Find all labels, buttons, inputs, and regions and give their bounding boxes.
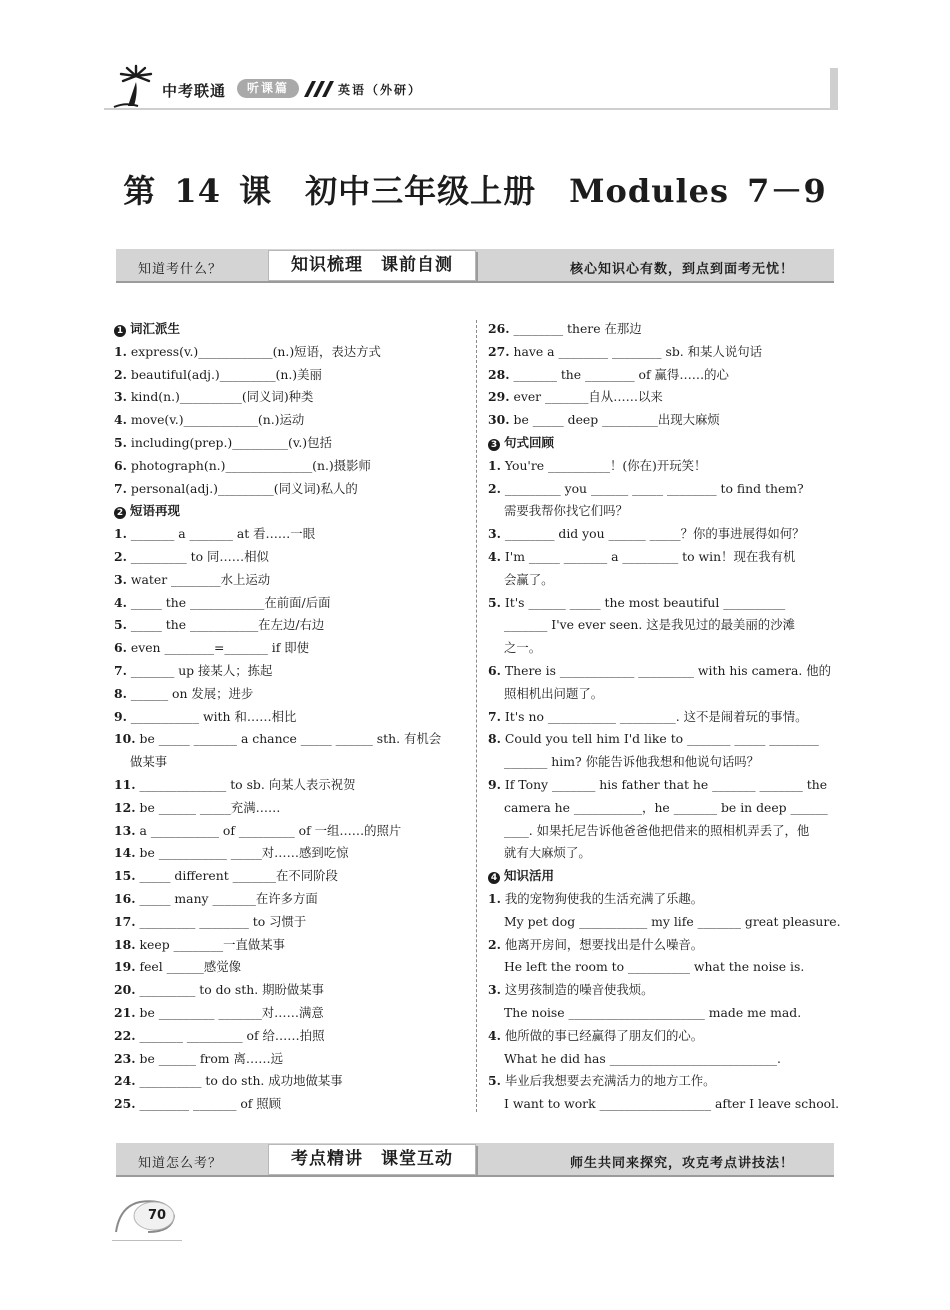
item-text: It's ______ _____ the most beautiful __________ bbox=[504, 594, 786, 610]
item-number: 22. bbox=[114, 1027, 136, 1043]
item-text: beautiful(adj.)_________(n.)美丽 bbox=[130, 366, 322, 382]
item-text: _____ many _______在许多方面 bbox=[139, 890, 318, 906]
item-number: 29. bbox=[488, 389, 510, 405]
item-number: 9. bbox=[114, 708, 127, 724]
item-text: have a ________ ________ sb. 和某人说句话 bbox=[513, 343, 762, 359]
section-heading bbox=[488, 432, 836, 455]
item-number: 27. bbox=[488, 343, 510, 359]
item-text: 这男孩制造的噪音使我烦。 bbox=[504, 982, 654, 998]
item-number: 8. bbox=[488, 731, 501, 747]
section-band-top bbox=[116, 249, 834, 283]
item-text: ______________ to sb. 向某人表示祝贺 bbox=[139, 776, 356, 792]
section-heading-text: 词汇派生 bbox=[130, 321, 181, 336]
item-text: You're __________！(你在)开玩笑！ bbox=[504, 457, 707, 473]
exercise-item bbox=[488, 1025, 836, 1048]
item-text: keep ________一直做某事 bbox=[139, 936, 286, 952]
item-text: 我的宠物狗使我的生活充满了乐趣。 bbox=[504, 890, 704, 906]
exercise-item bbox=[488, 455, 836, 478]
exercise-item bbox=[488, 546, 836, 569]
item-number: 5. bbox=[114, 434, 127, 450]
item-text: be ______ _____充满…… bbox=[139, 799, 281, 815]
page-number-swirl-icon bbox=[110, 1192, 180, 1236]
item-number: 26. bbox=[488, 321, 510, 336]
page-number: 70 bbox=[148, 1208, 167, 1223]
exercise-item bbox=[114, 614, 462, 637]
item-text: water ________水上运动 bbox=[130, 571, 271, 587]
exercise-item bbox=[114, 386, 462, 409]
item-continuation: The noise ______________________ made me mad. bbox=[504, 1004, 802, 1020]
item-text: a ___________ of _________ of 一组……的照片 bbox=[139, 822, 402, 838]
exercise-item bbox=[488, 888, 836, 911]
item-number: 24. bbox=[114, 1073, 136, 1089]
exercise-item bbox=[114, 409, 462, 432]
item-number: 3. bbox=[114, 389, 127, 405]
exercise-item bbox=[488, 318, 836, 341]
item-text: There is ____________ _________ with his camera. 他的 bbox=[504, 662, 831, 678]
item-continuation: 需要我帮你找它们吗？ bbox=[504, 503, 628, 519]
item-continuation: My pet dog ___________ my life _______ great pleasure. bbox=[504, 913, 841, 929]
item-text: photograph(n.)______________(n.)摄影师 bbox=[130, 457, 371, 473]
item-continuation: 之一。 bbox=[504, 640, 542, 656]
item-continuation: camera he ___________，he _______ be in deep ______ bbox=[504, 799, 828, 815]
page-title: 第 14 课 初中三年级上册 Modules 7－9 bbox=[123, 172, 827, 210]
item-text: _____ different _______在不同阶段 bbox=[139, 868, 338, 884]
item-text: _______ the ________ of 赢得……的心 bbox=[513, 366, 729, 382]
item-continuation: He left the room to __________ what the noise is. bbox=[504, 959, 805, 975]
exercise-item bbox=[114, 820, 462, 843]
item-number: 20. bbox=[114, 982, 136, 998]
item-number: 7. bbox=[114, 480, 127, 496]
item-text: _______ _________ of 给……拍照 bbox=[139, 1027, 325, 1043]
exercise-item bbox=[114, 865, 462, 888]
item-continuation: What he did has ___________________________. bbox=[504, 1050, 781, 1066]
exercise-item bbox=[488, 364, 836, 387]
exercise-item bbox=[114, 934, 462, 957]
item-number: 10. bbox=[114, 731, 136, 747]
item-continuation: 照相机出问题了。 bbox=[504, 685, 604, 701]
item-text: be _____ deep _________出现大麻烦 bbox=[513, 412, 720, 428]
exercise-item bbox=[114, 523, 462, 546]
brand-name: 中考联通 bbox=[162, 82, 227, 100]
exercise-item bbox=[488, 478, 836, 501]
item-text: _____ the ___________在左边/右边 bbox=[130, 617, 325, 633]
exercise-item bbox=[114, 546, 462, 569]
exercise-item bbox=[114, 478, 462, 501]
exercise-item bbox=[114, 1093, 462, 1116]
exercise-item bbox=[488, 523, 836, 546]
item-text: I'm _____ _______ a _________ to win！现在我有机 bbox=[504, 548, 796, 564]
item-text: including(prep.)_________(v.)包括 bbox=[130, 434, 332, 450]
item-text: _______ up 接某人；拣起 bbox=[130, 662, 273, 678]
item-number: 1. bbox=[488, 890, 501, 906]
section-heading bbox=[114, 500, 462, 523]
item-number: 15. bbox=[114, 868, 136, 884]
section-heading-text: 短语再现 bbox=[130, 503, 181, 519]
exercise-item bbox=[114, 774, 462, 797]
item-continuation: I want to work __________________ after I leave school. bbox=[504, 1096, 840, 1112]
exercise-item bbox=[114, 432, 462, 455]
item-text: 他离开房间，想要找出是什么噪音。 bbox=[504, 936, 704, 952]
item-text: ever _______自从……以来 bbox=[513, 389, 663, 405]
exercise-item bbox=[114, 1048, 462, 1071]
exercise-item bbox=[114, 888, 462, 911]
item-text: kind(n.)__________(同义词)种类 bbox=[130, 389, 314, 405]
section-heading bbox=[114, 318, 462, 341]
item-number: 5. bbox=[488, 1073, 501, 1089]
item-number: 4. bbox=[488, 1027, 501, 1043]
item-number: 1. bbox=[114, 343, 127, 359]
header-rule bbox=[104, 108, 838, 110]
item-number: 6. bbox=[114, 640, 127, 656]
item-number: 2. bbox=[488, 936, 501, 952]
item-number: 12. bbox=[114, 799, 136, 815]
item-text: __________ to do sth. 成功地做某事 bbox=[139, 1073, 343, 1089]
item-number: 23. bbox=[114, 1050, 136, 1066]
item-number: 13. bbox=[114, 822, 136, 838]
section-number-badge: 3 bbox=[488, 439, 500, 451]
band-right-text: 核心知识心有数，到点到面考无忧！ bbox=[569, 262, 794, 277]
item-text: ______ on 发展；进步 bbox=[130, 685, 254, 701]
exercise-item bbox=[488, 934, 836, 957]
item-number: 3. bbox=[488, 526, 501, 542]
exercise-item bbox=[488, 409, 836, 432]
item-number: 7. bbox=[114, 662, 127, 678]
exercise-item bbox=[114, 728, 462, 751]
band-right-text: 师生共同来探究，攻克考点讲技法！ bbox=[569, 1156, 794, 1171]
exercise-item bbox=[114, 842, 462, 865]
exercise-item bbox=[114, 979, 462, 1002]
item-number: 17. bbox=[114, 913, 136, 929]
item-text: personal(adj.)_________(同义词)私人的 bbox=[130, 480, 358, 496]
item-number: 11. bbox=[114, 776, 136, 792]
exercise-item bbox=[114, 797, 462, 820]
exercise-column-right bbox=[488, 318, 841, 1116]
section-number-badge: 1 bbox=[114, 325, 126, 337]
exercise-item bbox=[114, 1025, 462, 1048]
item-text: even ________=_______ if 即使 bbox=[130, 640, 309, 656]
exercise-item bbox=[488, 660, 836, 683]
exercise-item bbox=[114, 637, 462, 660]
section-number-badge: 2 bbox=[114, 507, 126, 519]
exercise-item bbox=[114, 1070, 462, 1093]
item-text: 毕业后我想要去充满活力的地方工作。 bbox=[504, 1073, 716, 1089]
exercise-item bbox=[488, 774, 836, 797]
item-number: 1. bbox=[114, 526, 127, 542]
section-heading-text: 句式回顾 bbox=[504, 434, 555, 450]
item-number: 7. bbox=[488, 708, 501, 724]
item-text: 他所做的事已经赢得了朋友们的心。 bbox=[504, 1027, 704, 1043]
item-text: ___________ with 和……相比 bbox=[130, 708, 297, 724]
item-text: It's no ___________ _________. 这不是闹着玩的事情。 bbox=[504, 708, 808, 724]
item-number: 16. bbox=[114, 890, 136, 906]
exercise-item bbox=[114, 956, 462, 979]
item-number: 21. bbox=[114, 1004, 136, 1020]
exercise-item bbox=[114, 455, 462, 478]
item-number: 25. bbox=[114, 1096, 136, 1112]
exercise-item bbox=[488, 1070, 836, 1093]
section-heading-text: 知识活用 bbox=[504, 868, 555, 884]
item-number: 19. bbox=[114, 959, 136, 975]
item-continuation: 会赢了。 bbox=[504, 571, 554, 587]
item-number: 3. bbox=[488, 982, 501, 998]
exercise-item bbox=[114, 341, 462, 364]
item-text: move(v.)____________(n.)运动 bbox=[130, 412, 305, 428]
item-number: 5. bbox=[114, 617, 127, 633]
exercise-item bbox=[114, 706, 462, 729]
item-text: ________ there 在那边 bbox=[513, 321, 642, 336]
item-text: ________ did you ______ _____？你的事进展得如何？ bbox=[504, 526, 805, 542]
item-text: If Tony _______ his father that he _______ _______ the bbox=[504, 776, 828, 792]
exercise-item bbox=[114, 569, 462, 592]
item-text: be ___________ _____对……感到吃惊 bbox=[139, 845, 349, 861]
item-text: Could you tell him I'd like to _______ _____ ________ bbox=[504, 731, 819, 747]
item-text: feel ______感觉像 bbox=[139, 959, 242, 975]
item-number: 28. bbox=[488, 366, 510, 382]
subject-label: 英语（外研） bbox=[338, 83, 423, 97]
item-number: 1. bbox=[488, 457, 501, 473]
exercise-item bbox=[114, 660, 462, 683]
item-number: 6. bbox=[488, 662, 501, 678]
section-band-bottom bbox=[116, 1143, 834, 1177]
exercise-item bbox=[488, 341, 836, 364]
exercise-item bbox=[114, 592, 462, 615]
item-number: 2. bbox=[114, 548, 127, 564]
item-text: be ______ from 离……远 bbox=[139, 1050, 284, 1066]
running-header bbox=[104, 64, 838, 110]
item-continuation: 就有大麻烦了。 bbox=[504, 845, 591, 861]
item-continuation: 做某事 bbox=[130, 754, 168, 770]
item-text: _________ ________ to 习惯于 bbox=[139, 913, 307, 929]
exercise-item bbox=[114, 911, 462, 934]
tree-logo-icon bbox=[108, 64, 164, 108]
item-number: 3. bbox=[114, 571, 127, 587]
item-number: 5. bbox=[488, 594, 501, 610]
exercise-item bbox=[114, 1002, 462, 1025]
header-edge-bar bbox=[830, 68, 838, 110]
item-number: 4. bbox=[488, 548, 501, 564]
item-text: express(v.)____________(n.)短语，表达方式 bbox=[130, 343, 381, 359]
item-text: _____ the ____________在前面/后面 bbox=[130, 594, 331, 610]
item-number: 4. bbox=[114, 594, 127, 610]
exercise-item bbox=[488, 979, 836, 1002]
item-text: _________ to do sth. 期盼做某事 bbox=[139, 982, 325, 998]
exercise-item bbox=[488, 728, 836, 751]
item-text: ________ _______ of 照顾 bbox=[139, 1096, 282, 1112]
item-number: 9. bbox=[488, 776, 501, 792]
item-text: _______ a _______ at 看……一眼 bbox=[130, 526, 316, 542]
band-left-text: 知道考什么？ bbox=[138, 262, 223, 277]
band-title: 考点精讲 课堂互动 bbox=[268, 1144, 476, 1175]
item-continuation: _______ him? 你能告诉他我想和他说句话吗？ bbox=[504, 754, 760, 770]
item-number: 2. bbox=[114, 366, 127, 382]
item-number: 30. bbox=[488, 412, 510, 428]
exercise-item bbox=[488, 706, 836, 729]
exercise-item bbox=[114, 364, 462, 387]
exercise-item bbox=[488, 386, 836, 409]
item-number: 4. bbox=[114, 412, 127, 428]
item-continuation: ____. 如果托尼告诉他爸爸他把借来的照相机弄丢了，他 bbox=[504, 822, 810, 838]
exercise-column-left bbox=[114, 318, 462, 1116]
section-heading bbox=[488, 865, 836, 888]
item-text: _________ you ______ _____ ________ to find them? bbox=[504, 480, 804, 496]
section-number-badge: 4 bbox=[488, 872, 500, 884]
band-left-text: 知道怎么考？ bbox=[138, 1156, 223, 1171]
slash-decoration-icon bbox=[302, 81, 338, 97]
item-number: 6. bbox=[114, 457, 127, 473]
item-continuation: _______ I've ever seen. 这是我见过的最美丽的沙滩 bbox=[504, 617, 795, 633]
section-pill: 听课篇 bbox=[237, 79, 299, 98]
item-text: be _____ _______ a chance _____ ______ sth. 有机会 bbox=[139, 731, 442, 747]
footer-rule bbox=[112, 1240, 182, 1241]
band-title: 知识梳理 课前自测 bbox=[268, 250, 476, 281]
exercise-item bbox=[488, 592, 836, 615]
item-number: 2. bbox=[488, 480, 501, 496]
item-text: _________ to 同……相似 bbox=[130, 548, 269, 564]
column-divider bbox=[476, 320, 477, 1112]
item-number: 18. bbox=[114, 936, 136, 952]
exercise-item bbox=[114, 683, 462, 706]
item-text: be _________ _______对……满意 bbox=[139, 1004, 324, 1020]
item-number: 14. bbox=[114, 845, 136, 861]
item-number: 8. bbox=[114, 685, 127, 701]
